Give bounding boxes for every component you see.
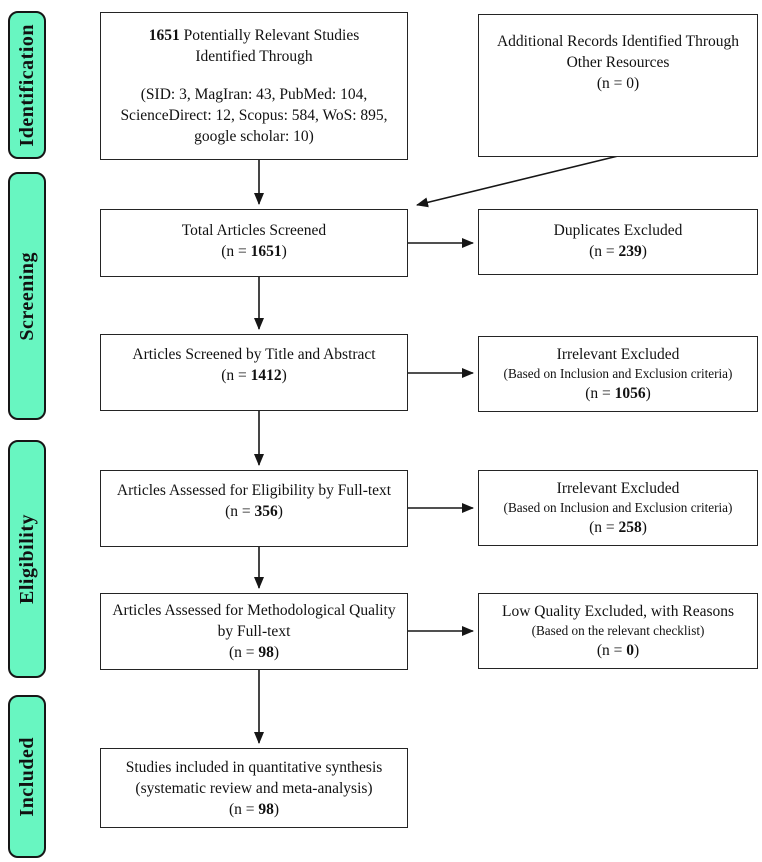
arrow-additional-to-total (417, 156, 618, 205)
stage-label-included (8, 695, 46, 858)
additional-line1: Additional Records Identified Through (496, 33, 740, 50)
irrelevant1-line1: Irrelevant Excluded (556, 346, 680, 363)
identified-count: 1651 (148, 27, 180, 44)
stage-label-eligibility (8, 440, 46, 678)
stage-label-text: Screening (15, 251, 38, 341)
box-identified-studies (100, 12, 408, 160)
lowquality-subline: (Based on the relevant checklist) (531, 623, 705, 638)
titleabs-n-count: (n = 1412) (221, 367, 287, 384)
stage-label-text: Eligibility (15, 514, 38, 604)
box-fulltext-eligibility (100, 470, 408, 547)
lowquality-line1: Low Quality Excluded, with Reasons (501, 603, 735, 620)
duplicates-n-count: (n = 239) (589, 243, 647, 260)
identified-sources-line2: ScienceDirect: 12, Scopus: 584, WoS: 895, (120, 107, 388, 124)
box-total-screened (100, 209, 408, 277)
box-title-abstract-screened (100, 334, 408, 411)
stage-label-text: Identification (15, 23, 38, 147)
stage-label-text: Included (15, 736, 38, 817)
irrelevant2-subline: (Based on Inclusion and Exclusion criteria) (503, 500, 733, 515)
irrelevant1-subline: (Based on Inclusion and Exclusion criteria) (503, 366, 733, 381)
box-low-quality-excluded (478, 593, 758, 669)
quality-line2: by Full-text (217, 623, 291, 640)
stage-label-screening (8, 172, 46, 420)
identified-sources-line3: google scholar: 10) (194, 128, 314, 145)
synthesis-line1: Studies included in quantitative synthesis (125, 759, 383, 776)
stage-label-identification (8, 11, 46, 159)
irrelevant2-line1: Irrelevant Excluded (556, 480, 680, 497)
quality-n-count: (n = 98) (228, 644, 280, 661)
box-irrelevant-excluded-screening (478, 336, 758, 412)
titleabs-line1: Articles Screened by Title and Abstract (132, 346, 376, 363)
irrelevant2-n-count: (n = 258) (589, 519, 647, 536)
box-included-synthesis (100, 748, 408, 828)
irrelevant1-n-count: (n = 1056) (585, 385, 651, 402)
quality-line1: Articles Assessed for Methodological Quality (112, 602, 396, 619)
fulltext-n-count: (n = 356) (225, 503, 283, 520)
box-additional-records (478, 14, 758, 157)
duplicates-line1: Duplicates Excluded (553, 222, 683, 239)
synthesis-n-count: (n = 98) (228, 801, 280, 818)
identified-title-line2: Identified Through (195, 48, 313, 65)
box-irrelevant-excluded-eligibility (478, 470, 758, 546)
identified-sources-line1: (SID: 3, MagIran: 43, PubMed: 104, (140, 86, 368, 103)
additional-n-count: (n = 0) (596, 75, 640, 92)
identified-title-rest: Potentially Relevant Studies (179, 27, 360, 44)
identified-title-line1 (149, 25, 360, 46)
box-methodological-quality (100, 593, 408, 670)
box-duplicates-excluded (478, 209, 758, 275)
total-line1: Total Articles Screened (181, 222, 327, 239)
synthesis-line2: (systematic review and meta-analysis) (135, 780, 373, 797)
lowquality-n-count: (n = 0) (596, 642, 640, 659)
total-n-count: (n = 1651) (221, 243, 287, 260)
additional-line2: Other Resources (566, 54, 670, 71)
fulltext-line1: Articles Assessed for Eligibility by Full-text (116, 482, 392, 499)
